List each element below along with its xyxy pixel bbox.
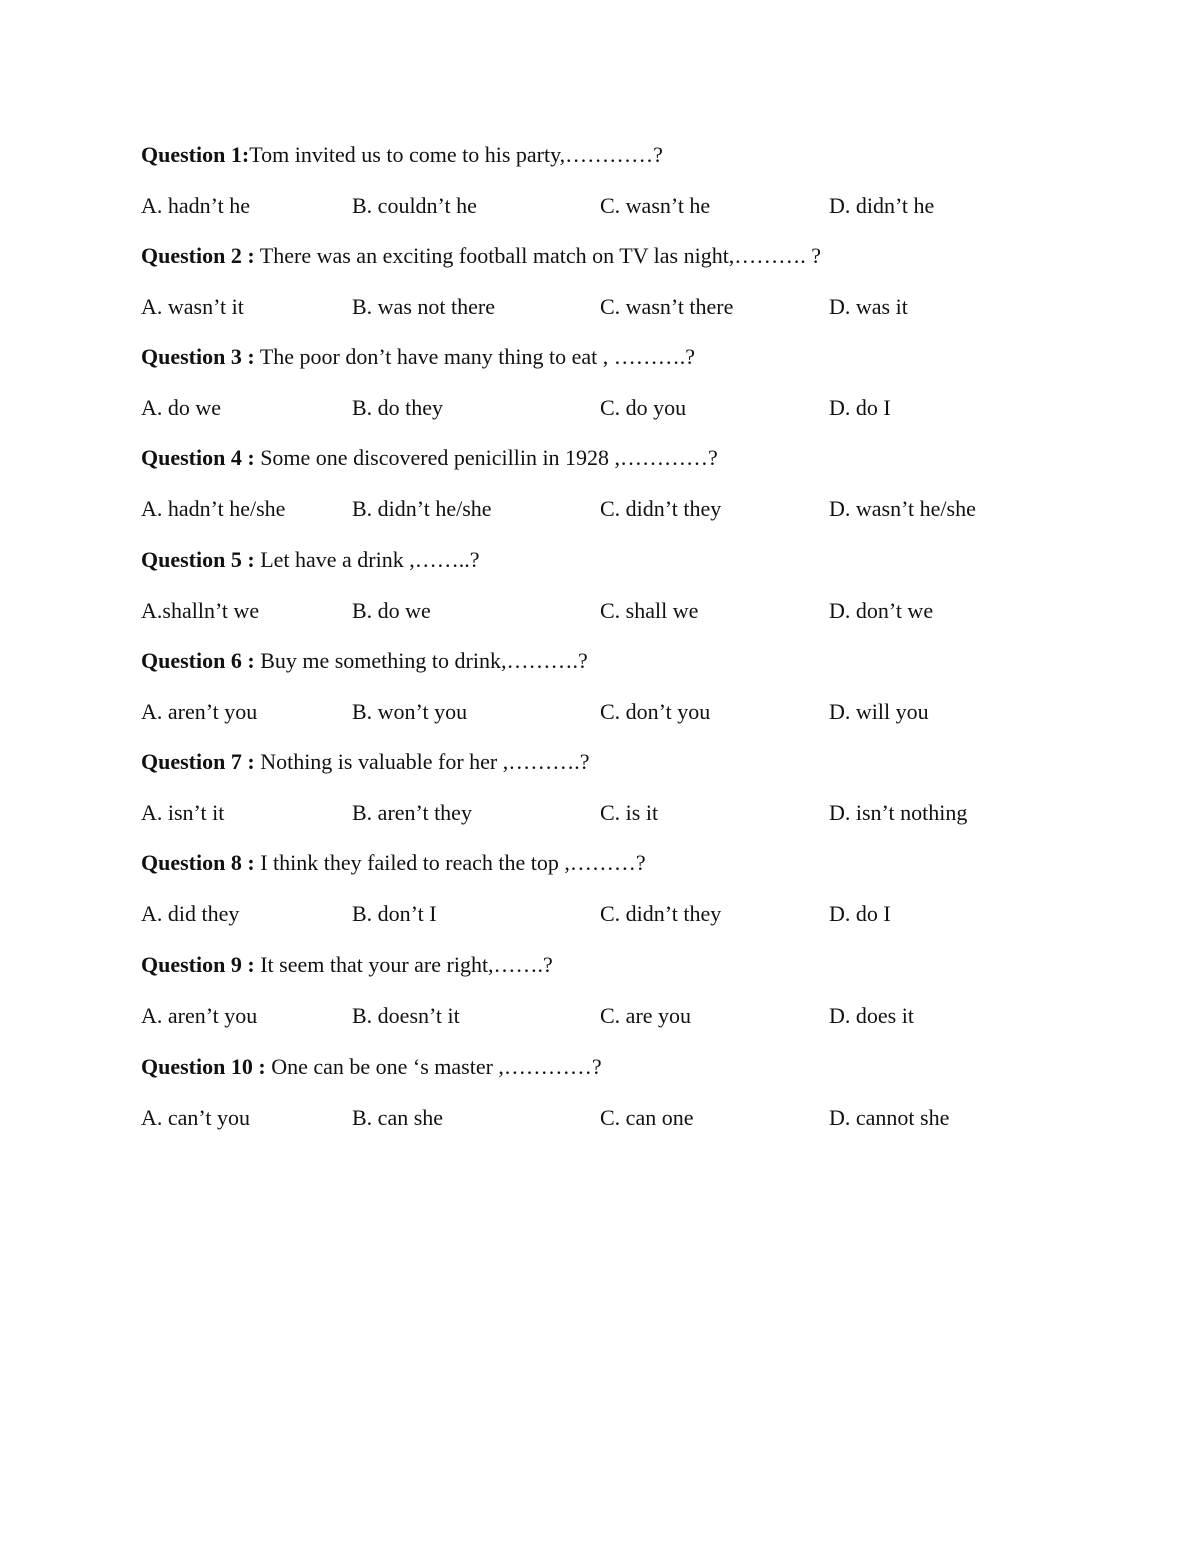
option-a: A. can’t you — [141, 1105, 250, 1130]
question-text: Nothing is valuable for her ,……….? — [254, 749, 590, 774]
question-4 — [141, 444, 1141, 523]
option-b: B. do we — [352, 598, 431, 623]
question-label: Question 6 : — [141, 648, 255, 673]
option-a: A.shalln’t we — [141, 598, 260, 623]
answer-options — [141, 1002, 1141, 1030]
question-label: Question 9 : — [141, 952, 255, 977]
question-7 — [141, 748, 1141, 827]
answer-options — [141, 293, 1141, 321]
question-label: Question 10 : — [141, 1054, 266, 1079]
question-1 — [141, 141, 1141, 220]
option-d: D. do I — [829, 395, 891, 420]
question-text: One can be one ‘s master ,…………? — [265, 1054, 602, 1079]
question-stem — [141, 343, 1141, 371]
answer-options — [141, 495, 1141, 523]
option-c: C. can one — [600, 1105, 694, 1130]
option-a: A. wasn’t it — [141, 294, 244, 319]
option-c: C. shall we — [600, 598, 699, 623]
option-d: D. will you — [829, 699, 929, 724]
option-a: A. aren’t you — [141, 699, 258, 724]
answer-options — [141, 394, 1141, 422]
option-c: C. are you — [600, 1003, 692, 1028]
question-label: Question 2 : — [141, 243, 255, 268]
option-b: B. doesn’t it — [352, 1003, 460, 1028]
option-d: D. isn’t nothing — [829, 800, 968, 825]
question-9 — [141, 951, 1141, 1030]
question-text: It seem that your are right,…….? — [254, 952, 553, 977]
option-b: B. don’t I — [352, 901, 437, 926]
question-10 — [141, 1053, 1141, 1132]
option-d: D. wasn’t he/she — [829, 496, 976, 521]
question-label: Question 7 : — [141, 749, 255, 774]
question-stem — [141, 444, 1141, 472]
question-label: Question 5 : — [141, 547, 255, 572]
question-3 — [141, 343, 1141, 422]
option-a: A. aren’t you — [141, 1003, 258, 1028]
option-a: A. hadn’t he/she — [141, 496, 286, 521]
answer-options — [141, 1104, 1141, 1132]
option-b: B. couldn’t he — [352, 193, 477, 218]
option-c: C. wasn’t there — [600, 294, 734, 319]
question-label: Question 3 : — [141, 344, 255, 369]
question-text: There was an exciting football match on TV las night,………. ? — [254, 243, 822, 268]
question-label: Question 4 : — [141, 445, 255, 470]
option-a: A. isn’t it — [141, 800, 225, 825]
option-d: D. don’t we — [829, 598, 934, 623]
option-c: C. didn’t they — [600, 496, 722, 521]
question-8 — [141, 849, 1141, 928]
question-label: Question 8 : — [141, 850, 255, 875]
option-b: B. do they — [352, 395, 444, 420]
question-stem — [141, 242, 1141, 270]
option-c: C. is it — [600, 800, 659, 825]
question-stem — [141, 951, 1141, 979]
option-b: B. can she — [352, 1105, 444, 1130]
question-stem — [141, 748, 1141, 776]
option-a: A. do we — [141, 395, 222, 420]
option-c: C. don’t you — [600, 699, 711, 724]
question-text: Some one discovered penicillin in 1928 ,…………? — [254, 445, 718, 470]
question-text: Buy me something to drink,……….? — [254, 648, 588, 673]
answer-options — [141, 799, 1141, 827]
option-d: D. cannot she — [829, 1105, 950, 1130]
option-d: D. do I — [829, 901, 891, 926]
option-c: C. do you — [600, 395, 687, 420]
question-text: The poor don’t have many thing to eat , ……….? — [254, 344, 696, 369]
question-stem — [141, 647, 1141, 675]
answer-options — [141, 698, 1141, 726]
answer-options — [141, 192, 1141, 220]
question-stem — [141, 849, 1141, 877]
option-d: D. does it — [829, 1003, 914, 1028]
question-stem — [141, 546, 1141, 574]
answer-options — [141, 597, 1141, 625]
question-stem — [141, 1053, 1141, 1081]
option-b: B. won’t you — [352, 699, 468, 724]
option-d: D. didn’t he — [829, 193, 935, 218]
question-text: Let have a drink ,……..? — [254, 547, 480, 572]
question-6 — [141, 647, 1141, 726]
answer-options — [141, 900, 1141, 928]
question-text: Tom invited us to come to his party,…………? — [249, 142, 663, 167]
question-stem — [141, 141, 1141, 169]
option-a: A. hadn’t he — [141, 193, 250, 218]
question-label: Question 1: — [141, 142, 250, 167]
question-text: I think they failed to reach the top ,………? — [254, 850, 646, 875]
option-c: C. didn’t they — [600, 901, 722, 926]
option-b: B. aren’t they — [352, 800, 472, 825]
option-c: C. wasn’t he — [600, 193, 711, 218]
option-b: B. was not there — [352, 294, 495, 319]
question-2 — [141, 242, 1141, 321]
option-a: A. did they — [141, 901, 240, 926]
option-b: B. didn’t he/she — [352, 496, 492, 521]
question-5 — [141, 546, 1141, 625]
option-d: D. was it — [829, 294, 908, 319]
